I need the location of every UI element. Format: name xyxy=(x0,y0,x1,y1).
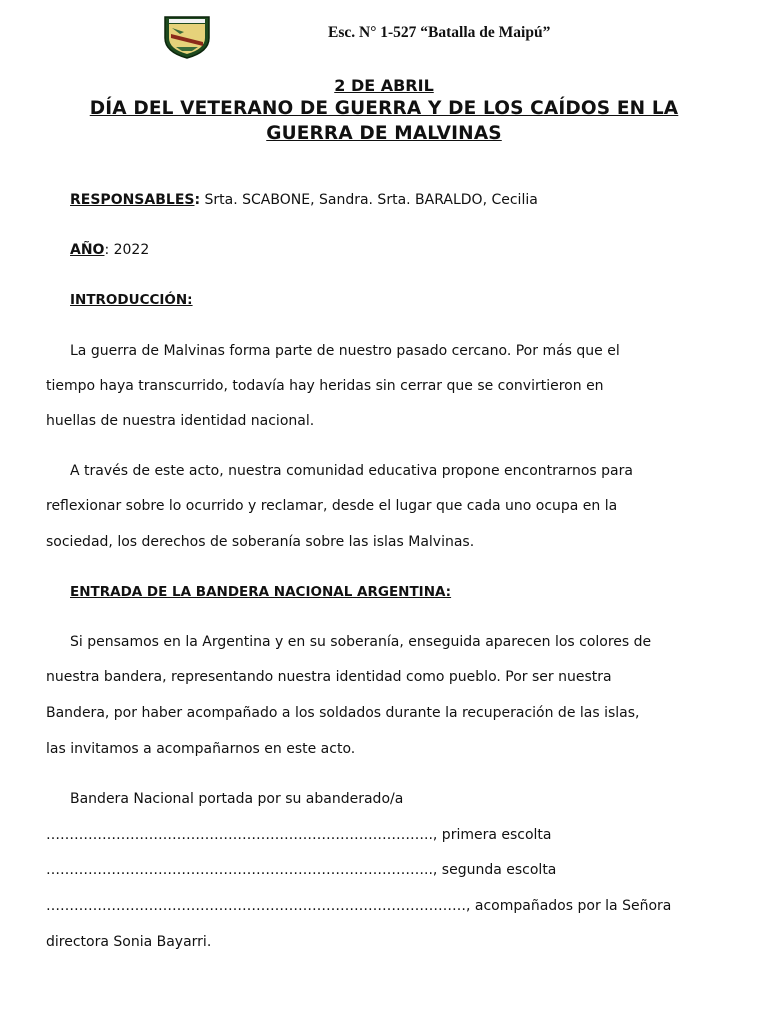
anio-value: : 2022 xyxy=(104,242,150,258)
paragraph-line: las invitamos a acompañarnos en este acto. xyxy=(46,741,356,757)
paragraph-line: reflexionar sobre lo ocurrido y reclamar, desde el lugar que cada uno ocupa en la xyxy=(46,498,618,514)
anio-line xyxy=(70,241,149,259)
school-crest-icon xyxy=(162,14,212,60)
paragraph-line: Bandera, por haber acompañado a los soldados durante la recuperación de las islas, xyxy=(46,705,640,721)
main-title xyxy=(20,96,748,146)
paragraph-line: nuestra bandera, representando nuestra identidad como pueblo. Por ser nuestra xyxy=(46,669,612,685)
paragraph-line: Bandera Nacional portada por su abanderado/a xyxy=(70,791,404,807)
paragraph-line: sociedad, los derechos de soberanía sobre las islas Malvinas. xyxy=(46,534,475,550)
paragraph-line: A través de este acto, nuestra comunidad educativa propone encontrarnos para xyxy=(70,463,633,479)
responsables-colon: : xyxy=(194,192,201,208)
paragraph-line: directora Sonia Bayarri. xyxy=(46,934,212,950)
fill-in-line: ……………………………………………………………………….., primera escolta xyxy=(46,827,552,843)
fill-in-line: ……………………………………………………………………….., segunda escolta xyxy=(46,862,557,878)
responsables-value: Srta. SCABONE, Sandra. Srta. BARALDO, Cecilia xyxy=(200,192,538,208)
paragraph-line: tiempo haya transcurrido, todavía hay heridas sin cerrar que se convirtieron en xyxy=(46,378,604,394)
date-title: 2 DE ABRIL xyxy=(334,76,434,95)
responsables-line xyxy=(70,191,538,209)
paragraph-line: huellas de nuestra identidad nacional. xyxy=(46,413,315,429)
paragraph-line: La guerra de Malvinas forma parte de nuestro pasado cercano. Por más que el xyxy=(70,343,620,359)
introduccion-heading: INTRODUCCIÓN: xyxy=(70,292,193,308)
school-name: Esc. N° 1-527 “Batalla de Maipú” xyxy=(328,24,551,41)
main-title-line: DÍA DEL VETERANO DE GUERRA Y DE LOS CAÍDOS EN LA xyxy=(89,98,679,119)
fill-in-line: ………………………………………………………………………………, acompañados por la Señora xyxy=(46,898,672,914)
responsables-label: RESPONSABLES xyxy=(70,192,195,208)
bandera-heading: ENTRADA DE LA BANDERA NACIONAL ARGENTINA: xyxy=(70,584,452,600)
paragraph-line: Si pensamos en la Argentina y en su soberanía, enseguida aparecen los colores de xyxy=(70,634,652,650)
main-title-line: GUERRA DE MALVINAS xyxy=(266,123,502,144)
anio-label: AÑO xyxy=(70,242,105,258)
